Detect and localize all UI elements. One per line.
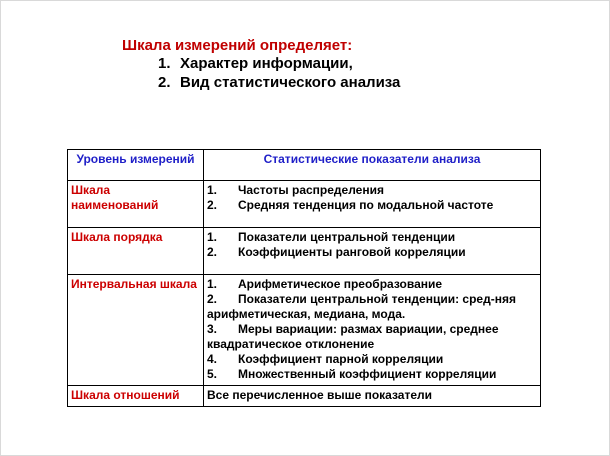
- table-row: [68, 228, 541, 275]
- list-item: [207, 183, 537, 198]
- list-item: [207, 230, 537, 245]
- level-name: Интервальная шкала: [68, 275, 204, 386]
- list-item: [207, 245, 537, 260]
- item-text: Частоты распределения: [238, 183, 384, 197]
- item-text: Показатели центральной тенденции: сред-няя арифметическая, медиана, мода.: [207, 292, 516, 321]
- list-item: [207, 367, 537, 382]
- header-indicators: Статистические показатели анализа: [204, 150, 541, 181]
- item-number: 1.: [207, 277, 218, 291]
- level-name: Шкала отношений: [68, 386, 204, 407]
- item-number: 4.: [207, 352, 218, 366]
- table-row: [68, 275, 541, 386]
- list-item: [207, 322, 537, 352]
- level-name: Шкала наименований: [68, 181, 204, 228]
- list-item: [207, 277, 537, 292]
- indicators-cell: Все перечисленное выше показатели: [204, 386, 541, 407]
- item-text: Показатели центральной тенденции: [238, 230, 456, 244]
- item-text: Коэффициент парной корреляции: [238, 352, 444, 366]
- table-header-row: [68, 150, 541, 181]
- points-list: [158, 54, 400, 92]
- indicators-cell: [204, 181, 541, 228]
- item-number: 1.: [207, 230, 218, 244]
- measurement-levels-table: [67, 149, 541, 407]
- item-text: Меры вариации: размах вариации, среднее квадратическое отклонение: [207, 322, 499, 351]
- item-text: Средняя тенденция по модальной частоте: [238, 198, 494, 212]
- item-number: 3.: [207, 322, 218, 336]
- item-number: 1.: [207, 183, 218, 197]
- level-name: Шкала порядка: [68, 228, 204, 275]
- point-text: Характер информации,: [180, 55, 353, 72]
- point-text: Вид статистического анализа: [180, 74, 401, 91]
- item-text: Множественный коэффициент корреляции: [238, 367, 497, 381]
- indicators-cell: [204, 275, 541, 386]
- list-item: [207, 198, 537, 213]
- slide-title: Шкала измерений определяет:: [122, 37, 353, 54]
- item-number: 2.: [207, 292, 218, 306]
- item-number: 2.: [207, 198, 218, 212]
- table-row: [68, 181, 541, 228]
- indicators-cell: [204, 228, 541, 275]
- point-item: [158, 73, 400, 92]
- item-number: 5.: [207, 367, 218, 381]
- point-number: 1.: [158, 55, 171, 72]
- table-row: [68, 386, 541, 407]
- item-text: Коэффициенты ранговой корреляции: [238, 245, 466, 259]
- point-number: 2.: [158, 74, 171, 91]
- item-number: 2.: [207, 245, 218, 259]
- list-item: [207, 352, 537, 367]
- list-item: [207, 292, 537, 322]
- item-text: Арифметическое преобразование: [238, 277, 443, 291]
- header-level: Уровень измерений: [68, 150, 204, 181]
- point-item: [158, 54, 400, 73]
